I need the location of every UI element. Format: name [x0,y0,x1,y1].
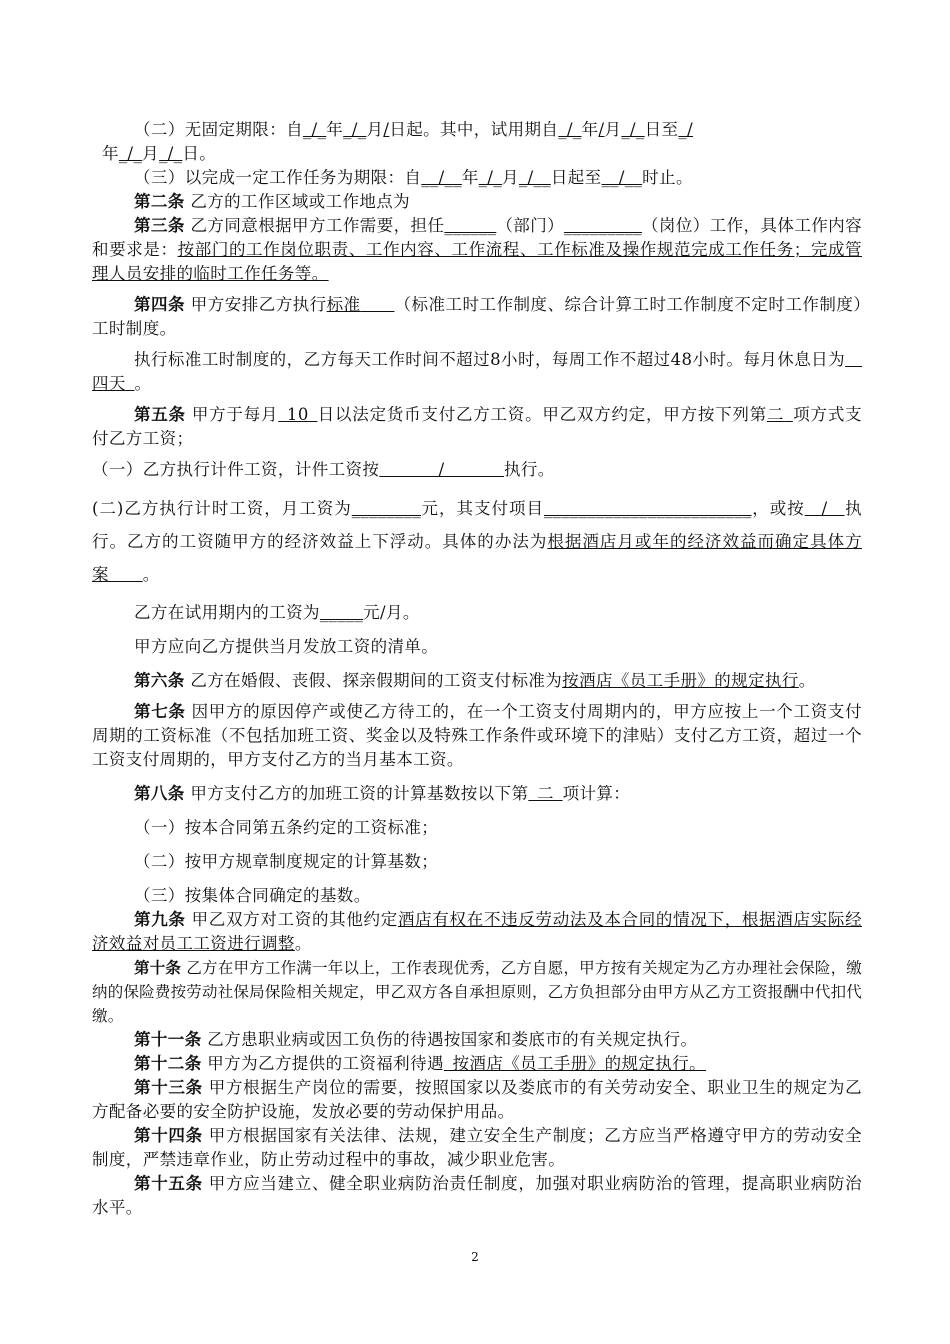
article-5-timework: (二)乙方执行计时工资，月工资为________元，其支付项目________________________，或按 / 执行。乙方的工资随甲方的经济效益上下浮动。具体的办法为根据酒店月或年的经济效益而确定具体方案 。 [92,499,862,584]
article-3: 第三条 乙方同意根据甲方工作需要，担任______（部门）_________（岗位）工作，具体工作内容和要求是：按部门的工作岗位职责、工作内容、工作流程、工作标准及操作规范完成工作任务；完成管理人员安排的临时工作任务等。 [92,216,863,283]
article-8-option-2: （二）按甲方规章制度规定的计算基数； [134,852,439,871]
article-11: 第十一条 乙方患职业病或因工负伤的待遇按国家和娄底市的有关规定执行。 [134,1030,698,1049]
contract-page [92,118,862,1220]
article-4-hours: 执行标准工时制度的，乙方每天工作时间不超过8小时，每周工作不超过48小时。每月休息日为 四天 。 [92,350,846,393]
article-5-probation-wage: 乙方在试用期内的工资为_____元/月。 [134,603,420,622]
article-5: 第五条 甲方于每月 10 日以法定货币支付乙方工资。甲乙双方约定，甲方按下列第二 项方式支付乙方工资； [92,405,862,448]
article-15: 第十五条 甲方应当建立、健全职业病防治责任制度，加强对职业病防治的管理，提高职业病防治水平。 [92,1174,862,1217]
article-9: 第九条 甲乙双方对工资的其他约定酒店有权在不违反劳动法及本合同的情况下，根据酒店实际经济效益对员工工资进行调整。 [92,910,863,953]
article-5-payslip: 甲方应向乙方提供当月发放工资的清单。 [134,637,439,656]
term-task: （三）以完成一定工作任务为期限：自__/__年_/_月_/__日起至__/__时止。 [134,168,693,187]
article-8-option-3: （三）按集体合同确定的基数。 [134,886,371,905]
article-12: 第十二条 甲方为乙方提供的工资福利待遇 按酒店《员工手册》的规定执行。 [134,1054,707,1073]
article-6: 第六条 乙方在婚假、丧假、探亲假期间的工资支付标准为按酒店《员工手册》的规定执行。 [134,671,816,690]
article-2: 第二条 乙方的工作区域或工作地点为 [134,192,411,211]
article-8-option-1: （一）按本合同第五条约定的工资标准； [134,818,439,837]
article-8: 第八条 甲方支付乙方的加班工资的计算基数按以下第 二 项计算： [134,784,631,803]
article-4: 第四条 甲方安排乙方执行标准 （标准工时工作制度、综合计算工时工作制度不定时工作制度）工时制度。 [92,295,862,338]
term-indefinite: （二）无固定期限：自_/_年_/_月/日起。其中，试用期自_/_年/月_/_日至_/ 年_/_月_/_日。 [102,120,694,163]
article-14: 第十四条 甲方根据国家有关法律、法规，建立安全生产制度；乙方应当严格遵守甲方的劳动安全制度，严禁违章作业，防止劳动过程中的事故，减少职业危害。 [92,1126,862,1169]
article-5-piecework: （一）乙方执行计件工资，计件工资按 / 执行。 [92,460,555,479]
article-10: 第十条 乙方在甲方工作满一年以上，工作表现优秀，乙方自愿，甲方按有关规定为乙方办理社会保险，缴纳的保险费按劳动社保局保险相关规定，甲乙双方各自承担原则，乙方负担部分由甲方从乙方工资报酬中代扣代缴。 [92,958,863,1025]
article-13: 第十三条 甲方根据生产岗位的需要，按照国家以及娄底市的有关劳动安全、职业卫生的规定为乙方配备必要的安全防护设施，发放必要的劳动保护用品。 [92,1078,862,1121]
page-number: 2 [471,1250,479,1264]
article-7: 第七条 因甲方的原因停产或使乙方待工的，在一个工资支付周期内的，甲方应按上一个工资支付周期的工资标准（不包括加班工资、奖金以及特殊工作条件或环境下的津贴）支付乙方工资，超过一个工资支付周期的，甲方支付乙方的当月基本工资。 [92,702,863,769]
